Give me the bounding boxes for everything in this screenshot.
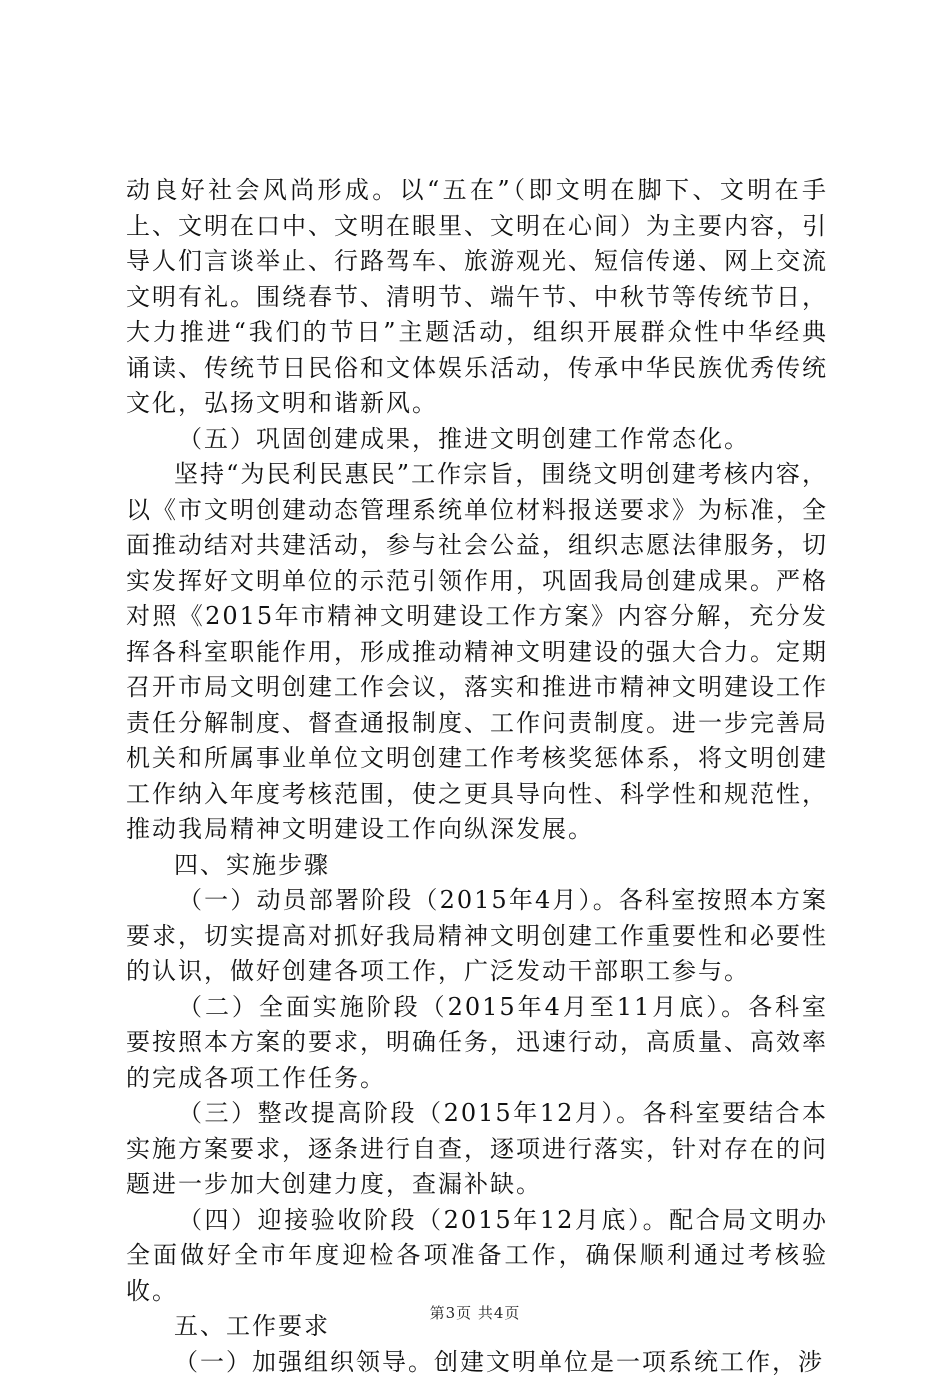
paragraph-continuation: 动良好社会风尚形成。以“五在”（即文明在脚下、文明在手上、文明在口中、文明在眼里、文明在心间）为主要内容，引导人们言谈举止、行路驾车、旅游观光、短信传递、网上交流文明有礼。围绕春节、清明节、端午节、中秋节等传统节日，大力推进“我们的节日”主题活动，组织开展群众性中华经典诵读、传统节日民俗和文体娱乐活动，传承中华民族优秀传统文化，弘扬文明和谐新风。 [126, 173, 828, 422]
paragraph-step-two: （二）全面实施阶段（2015年4月至11月底）。各科室要按照本方案的要求，明确任务，迅速行动，高质量、高效率的完成各项工作任务。 [126, 990, 828, 1097]
paragraph-heading-five: （五）巩固创建成果，推进文明创建工作常态化。 [126, 422, 828, 458]
paragraph-step-four: （四）迎接验收阶段（2015年12月底）。配合局文明办全面做好全市年度迎检各项准备工作，确保顺利通过考核验收。 [126, 1203, 828, 1310]
section-heading-steps: 四、实施步骤 [126, 848, 828, 884]
body-text [126, 173, 828, 1380]
paragraph-step-one: （一）动员部署阶段（2015年4月）。各科室按照本方案要求，切实提高对抓好我局精神文明创建工作重要性和必要性的认识，做好创建各项工作，广泛发动干部职工参与。 [126, 883, 828, 990]
page-footer: 第3页 共4页 [0, 1302, 950, 1323]
paragraph-step-three: （三）整改提高阶段（2015年12月）。各科室要结合本实施方案要求，逐条进行自查，逐项进行落实，针对存在的问题进一步加大创建力度，查漏补缺。 [126, 1096, 828, 1203]
section-heading-requirements: 五、工作要求 [126, 1309, 828, 1345]
paragraph-requirement-one: （一）加强组织领导。创建文明单位是一项系统工作，涉 [126, 1345, 828, 1380]
paragraph-consolidate: 坚持“为民利民惠民”工作宗旨，围绕文明创建考核内容，以《市文明创建动态管理系统单位材料报送要求》为标准，全面推动结对共建活动，参与社会公益，组织志愿法律服务，切实发挥好文明单位的示范引领作用，巩固我局创建成果。严格对照《2015年市精神文明建设工作方案》内容分解，充分发挥各科室职能作用，形成推动精神文明建设的强大合力。定期召开市局文明创建工作会议，落实和推进市精神文明建设工作责任分解制度、督查通报制度、工作问责制度。进一步完善局机关和所属事业单位文明创建工作考核奖惩体系，将文明创建工作纳入年度考核范围，使之更具导向性、科学性和规范性，推动我局精神文明建设工作向纵深发展。 [126, 457, 828, 848]
